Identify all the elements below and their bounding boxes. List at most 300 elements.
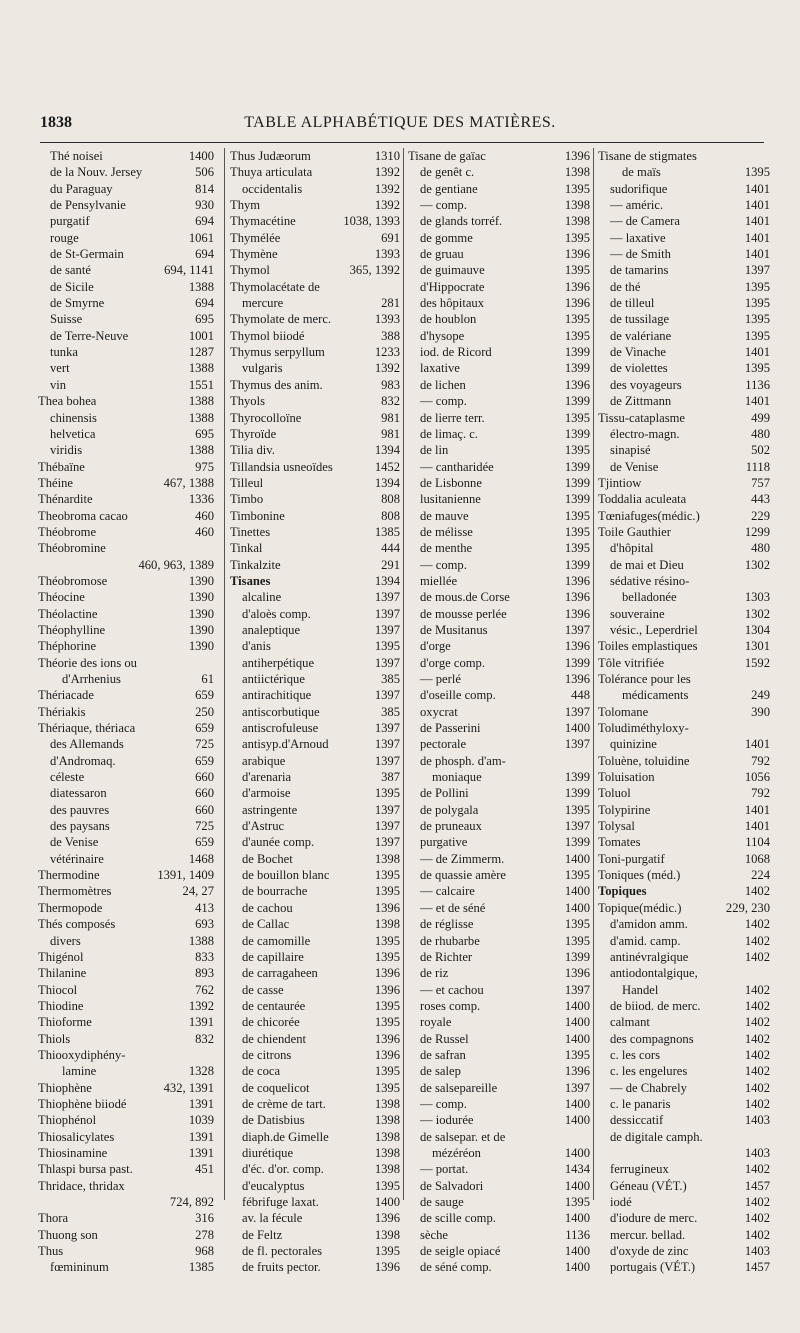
index-entry bbox=[408, 883, 590, 899]
index-entry bbox=[598, 328, 770, 344]
entry-pages: 1395 bbox=[374, 1178, 400, 1193]
index-entry bbox=[230, 148, 400, 164]
entry-pages: 1068 bbox=[744, 851, 770, 866]
entry-term: d'Astruc bbox=[242, 819, 285, 834]
index-entry bbox=[598, 900, 770, 916]
index-entry bbox=[598, 1227, 770, 1243]
entry-term: oxycrat bbox=[420, 704, 458, 719]
entry-term: de tussilage bbox=[610, 312, 670, 327]
entry-term: antiictérique bbox=[242, 672, 305, 686]
index-entry bbox=[230, 949, 400, 965]
index-entry bbox=[598, 230, 770, 246]
index-entry bbox=[408, 164, 590, 180]
index-entry bbox=[408, 1129, 590, 1145]
entry-term: — et cachou bbox=[420, 982, 484, 997]
entry-pages: 1302 bbox=[744, 606, 770, 621]
index-entry bbox=[408, 867, 590, 883]
index-entry bbox=[38, 834, 214, 850]
entry-pages: 1551 bbox=[188, 377, 214, 392]
entry-pages: 1397 bbox=[374, 606, 400, 621]
entry-term: Thigénol bbox=[38, 949, 84, 964]
entry-pages: 1287 bbox=[188, 345, 214, 360]
entry-term: Tilleul bbox=[230, 475, 264, 490]
entry-pages: 1400 bbox=[564, 1244, 590, 1259]
entry-pages: 694 bbox=[195, 296, 214, 311]
entry-term: de fruits pector. bbox=[242, 1260, 321, 1275]
header-rule bbox=[40, 142, 764, 143]
entry-pages: 1394 bbox=[374, 573, 400, 588]
index-entry bbox=[230, 213, 400, 229]
entry-pages: 659 bbox=[195, 753, 214, 768]
entry-pages: 1400 bbox=[564, 998, 590, 1013]
entry-term: diatessaron bbox=[50, 786, 107, 801]
entry-pages: 659 bbox=[195, 688, 214, 703]
entry-term: Toluène, toluidine bbox=[598, 753, 690, 768]
entry-term: Timbonine bbox=[230, 508, 285, 523]
entry-pages: 1401 bbox=[744, 198, 770, 213]
entry-term: de centaurée bbox=[242, 998, 306, 1013]
entry-pages: 893 bbox=[195, 966, 214, 981]
index-entry bbox=[230, 753, 400, 769]
entry-pages: 1397 bbox=[374, 622, 400, 637]
entry-term: de salep bbox=[420, 1064, 461, 1079]
entry-term: de la Nouv. Jersey bbox=[50, 165, 143, 180]
entry-pages: 1399 bbox=[564, 459, 590, 474]
entry-pages: 1398 bbox=[564, 214, 590, 229]
entry-term: des pauvres bbox=[50, 802, 110, 817]
entry-pages: 1395 bbox=[374, 1015, 400, 1030]
entry-pages: 1390 bbox=[188, 590, 214, 605]
entry-term: de Bochet bbox=[242, 851, 293, 866]
entry-pages: 1402 bbox=[744, 949, 770, 964]
entry-pages: 1399 bbox=[564, 394, 590, 409]
index-entry bbox=[408, 573, 590, 589]
entry-pages: 1397 bbox=[374, 737, 400, 752]
index-entry bbox=[598, 295, 770, 311]
index-entry bbox=[38, 655, 214, 671]
entry-pages: 1401 bbox=[744, 181, 770, 196]
entry-pages: 1395 bbox=[374, 998, 400, 1013]
entry-pages: 1457 bbox=[744, 1178, 770, 1193]
entry-pages: 61 bbox=[201, 672, 214, 686]
index-entry bbox=[408, 1063, 590, 1079]
entry-term: de Musitanus bbox=[420, 622, 488, 637]
entry-term: Thora bbox=[38, 1211, 69, 1226]
entry-pages: 1402 bbox=[744, 1031, 770, 1046]
index-entry bbox=[230, 982, 400, 998]
entry-pages: 1402 bbox=[744, 884, 770, 899]
index-entry bbox=[408, 540, 590, 556]
entry-pages: 1399 bbox=[564, 786, 590, 801]
entry-term: laxative bbox=[420, 361, 460, 376]
index-entry bbox=[230, 197, 400, 213]
index-entry bbox=[408, 1080, 590, 1096]
entry-pages: 724, 892 bbox=[169, 1195, 214, 1209]
entry-term: antiodontalgique, bbox=[610, 966, 698, 981]
entry-term: d'éc. d'or. comp. bbox=[242, 1162, 324, 1177]
index-entry bbox=[408, 1145, 590, 1161]
index-entry bbox=[230, 834, 400, 850]
index-entry bbox=[38, 459, 214, 475]
index-entry bbox=[38, 1210, 214, 1226]
index-entry bbox=[598, 1014, 770, 1030]
entry-pages: 1468 bbox=[188, 851, 214, 866]
entry-pages: 250 bbox=[195, 704, 214, 719]
index-entry bbox=[38, 1161, 214, 1177]
index-entry bbox=[38, 230, 214, 246]
entry-pages: 1395 bbox=[744, 296, 770, 311]
entry-term: vésic., Leperdriel bbox=[610, 622, 698, 637]
index-entry bbox=[408, 851, 590, 867]
entry-term: de mauve bbox=[420, 508, 469, 523]
entry-pages: 1398 bbox=[374, 1162, 400, 1177]
index-entry bbox=[230, 900, 400, 916]
entry-pages: 1401 bbox=[744, 802, 770, 817]
entry-pages: 1388 bbox=[188, 279, 214, 294]
index-entry bbox=[230, 344, 400, 360]
index-entry bbox=[38, 279, 214, 295]
entry-pages: 1396 bbox=[374, 900, 400, 915]
index-entry bbox=[230, 262, 400, 278]
index-entry bbox=[230, 557, 400, 573]
entry-pages: 1398 bbox=[374, 1145, 400, 1160]
entry-term: Tjintiow bbox=[598, 475, 642, 490]
entry-pages: 1398 bbox=[374, 917, 400, 932]
entry-pages: 792 bbox=[751, 786, 770, 801]
index-entry bbox=[408, 295, 590, 311]
entry-pages: 1403 bbox=[744, 1244, 770, 1259]
index-entry bbox=[408, 818, 590, 834]
entry-pages: 1397 bbox=[374, 753, 400, 768]
entry-term: fébrifuge laxat. bbox=[242, 1195, 319, 1209]
entry-pages: 1136 bbox=[565, 1227, 590, 1242]
index-entry bbox=[408, 508, 590, 524]
entry-pages: 1399 bbox=[564, 475, 590, 490]
entry-pages: 1038, 1393 bbox=[343, 214, 400, 229]
entry-term: antisyp.d'Arnoud bbox=[242, 737, 329, 752]
entry-pages: 1397 bbox=[374, 721, 400, 736]
index-entry bbox=[38, 998, 214, 1014]
entry-pages: 24, 27 bbox=[182, 884, 214, 899]
entry-pages: 1400 bbox=[564, 721, 590, 736]
entry-pages: 1385 bbox=[374, 524, 400, 539]
entry-term: — de Chabrely bbox=[610, 1080, 687, 1095]
entry-pages: 1136 bbox=[745, 377, 770, 392]
entry-pages: 1396 bbox=[564, 149, 590, 163]
index-entry bbox=[230, 1259, 400, 1275]
entry-pages: 1395 bbox=[564, 230, 590, 245]
entry-term: vert bbox=[50, 361, 70, 376]
index-entry bbox=[408, 393, 590, 409]
entry-term: de salsepar. et de bbox=[420, 1129, 506, 1144]
entry-term: Théobrome bbox=[38, 524, 97, 539]
entry-pages: 1395 bbox=[374, 1080, 400, 1095]
index-entry bbox=[230, 181, 400, 197]
index-entry bbox=[598, 589, 770, 605]
entry-term: de quassie amère bbox=[420, 868, 507, 883]
index-entry bbox=[230, 573, 400, 589]
entry-term: de Venise bbox=[610, 459, 659, 474]
index-entry bbox=[598, 655, 770, 671]
entry-pages: 832 bbox=[381, 394, 400, 409]
index-entry bbox=[598, 965, 770, 981]
entry-term: de limaç. c. bbox=[420, 426, 479, 441]
index-entry bbox=[408, 965, 590, 981]
entry-term: dessiccatif bbox=[610, 1113, 664, 1128]
index-entry bbox=[38, 1063, 214, 1079]
entry-pages: 1395 bbox=[744, 328, 770, 343]
entry-term: d'arenaria bbox=[242, 770, 292, 785]
index-entry bbox=[38, 916, 214, 932]
entry-pages: 1394 bbox=[374, 475, 400, 490]
index-entry bbox=[598, 818, 770, 834]
entry-term: d'armoise bbox=[242, 786, 291, 801]
entry-pages: 792 bbox=[751, 753, 770, 768]
index-entry bbox=[598, 1243, 770, 1259]
entry-term: — laxative bbox=[610, 230, 666, 245]
entry-term: de maïs bbox=[622, 165, 661, 180]
entry-pages: 1395 bbox=[564, 508, 590, 523]
index-entry bbox=[408, 1210, 590, 1226]
index-entry bbox=[38, 851, 214, 867]
entry-term: Thea bohea bbox=[38, 394, 97, 409]
index-entry bbox=[38, 638, 214, 654]
index-entry bbox=[408, 687, 590, 703]
index-entry bbox=[38, 687, 214, 703]
index-entry bbox=[38, 442, 214, 458]
entry-pages: 1391 bbox=[188, 1129, 214, 1144]
entry-pages: 659 bbox=[195, 721, 214, 736]
index-entry bbox=[230, 720, 400, 736]
entry-term: Thus Judæorum bbox=[230, 149, 311, 163]
entry-pages: 1403 bbox=[744, 1145, 770, 1160]
entry-term: antinévralgique bbox=[610, 949, 689, 964]
entry-pages: 1398 bbox=[374, 1129, 400, 1144]
entry-term: Thymélée bbox=[230, 230, 281, 245]
index-column-3 bbox=[408, 148, 590, 1275]
index-entry bbox=[230, 1112, 400, 1128]
index-entry bbox=[598, 197, 770, 213]
index-entry bbox=[598, 851, 770, 867]
entry-term: Tolypirine bbox=[598, 802, 651, 817]
index-entry bbox=[408, 328, 590, 344]
index-entry bbox=[230, 426, 400, 442]
index-entry bbox=[408, 982, 590, 998]
entry-term: de houblon bbox=[420, 312, 477, 327]
entry-term: vin bbox=[50, 377, 67, 392]
entry-pages: 1392 bbox=[188, 998, 214, 1013]
entry-pages: 1401 bbox=[744, 230, 770, 245]
index-entry bbox=[408, 916, 590, 932]
entry-pages: 1399 bbox=[564, 835, 590, 850]
entry-pages: 1401 bbox=[744, 247, 770, 262]
entry-term: lamine bbox=[62, 1064, 97, 1079]
entry-pages: 1399 bbox=[564, 770, 590, 785]
entry-term: lusitanienne bbox=[420, 492, 481, 507]
entry-pages: 1001 bbox=[188, 328, 214, 343]
entry-pages: 506 bbox=[195, 165, 214, 180]
entry-pages: 975 bbox=[195, 459, 214, 474]
entry-term: de phosph. d'am- bbox=[420, 753, 506, 768]
entry-term: Thiophène biiodé bbox=[38, 1096, 127, 1111]
entry-pages: 1401 bbox=[744, 819, 770, 834]
entry-pages: 1399 bbox=[564, 426, 590, 441]
entry-pages: 1402 bbox=[744, 1211, 770, 1226]
entry-term: antiscrofuleuse bbox=[242, 721, 319, 736]
entry-pages: 1399 bbox=[564, 492, 590, 507]
entry-pages: 1310 bbox=[374, 149, 400, 163]
entry-term: tunka bbox=[50, 345, 78, 360]
entry-term: de carragaheen bbox=[242, 966, 318, 981]
index-entry bbox=[408, 949, 590, 965]
entry-pages: 1397 bbox=[564, 622, 590, 637]
entry-pages: 1402 bbox=[744, 1015, 770, 1030]
entry-pages: 460 bbox=[195, 524, 214, 539]
entry-term: Toni-purgatif bbox=[598, 851, 665, 866]
entry-term: de santé bbox=[50, 263, 91, 278]
entry-term: Thériacade bbox=[38, 688, 94, 703]
entry-pages: 390 bbox=[751, 704, 770, 719]
index-entry bbox=[230, 1145, 400, 1161]
index-entry bbox=[230, 622, 400, 638]
entry-term: Thiodine bbox=[38, 998, 84, 1013]
index-entry bbox=[408, 834, 590, 850]
entry-term: viridis bbox=[50, 443, 83, 458]
index-entry bbox=[408, 524, 590, 540]
entry-pages: 1402 bbox=[744, 982, 770, 997]
entry-pages: 1403 bbox=[744, 1113, 770, 1128]
entry-term: diaph.de Gimelle bbox=[242, 1129, 329, 1144]
entry-pages: 1396 bbox=[374, 1047, 400, 1062]
index-entry bbox=[408, 753, 590, 769]
page-title: TABLE ALPHABÉTIQUE DES MATIÈRES. bbox=[244, 114, 556, 131]
entry-term: du Paraguay bbox=[50, 181, 113, 196]
entry-pages: 1392 bbox=[374, 181, 400, 196]
index-entry bbox=[408, 410, 590, 426]
entry-term: de capillaire bbox=[242, 949, 304, 964]
entry-pages: 316 bbox=[195, 1211, 214, 1226]
entry-pages: 499 bbox=[751, 410, 770, 425]
entry-pages: 1397 bbox=[564, 704, 590, 719]
index-entry bbox=[598, 148, 770, 164]
entry-pages: 833 bbox=[195, 949, 214, 964]
entry-term: d'Andromaq. bbox=[50, 753, 116, 768]
index-entry bbox=[598, 181, 770, 197]
index-entry bbox=[38, 344, 214, 360]
index-entry bbox=[408, 933, 590, 949]
entry-term: Tomates bbox=[598, 835, 641, 850]
index-entry bbox=[230, 998, 400, 1014]
entry-pages: 229, 230 bbox=[725, 900, 770, 915]
index-entry bbox=[230, 491, 400, 507]
entry-pages: 1401 bbox=[744, 737, 770, 752]
entry-term: d'orge comp. bbox=[420, 655, 485, 670]
index-entry bbox=[38, 867, 214, 883]
entry-pages: 1592 bbox=[744, 655, 770, 670]
index-entry bbox=[230, 671, 400, 687]
entry-pages: 1395 bbox=[564, 917, 590, 932]
index-entry bbox=[598, 736, 770, 752]
entry-term: Tinkal bbox=[230, 541, 263, 556]
index-entry bbox=[38, 164, 214, 180]
entry-pages: 1398 bbox=[374, 1096, 400, 1111]
index-entry bbox=[38, 883, 214, 899]
index-entry bbox=[38, 720, 214, 736]
entry-pages: 1397 bbox=[564, 982, 590, 997]
entry-term: de camomille bbox=[242, 933, 311, 948]
entry-term: Géneau (VÉT.) bbox=[610, 1178, 687, 1193]
index-entry bbox=[38, 1145, 214, 1161]
index-entry bbox=[598, 311, 770, 327]
index-entry bbox=[598, 720, 770, 736]
entry-pages: 281 bbox=[381, 296, 400, 311]
entry-term: de sauge bbox=[420, 1195, 464, 1209]
index-entry bbox=[38, 377, 214, 393]
entry-term: de Sicile bbox=[50, 279, 94, 294]
entry-term: Tisane de gaïac bbox=[408, 149, 486, 163]
entry-pages: 1397 bbox=[564, 737, 590, 752]
entry-term: miellée bbox=[420, 573, 458, 588]
entry-term: Thiooxydiphény- bbox=[38, 1047, 126, 1062]
entry-term: Topique(médic.) bbox=[598, 900, 682, 915]
entry-term: Théorie des ions ou bbox=[38, 655, 137, 670]
entry-term: — de Smith bbox=[610, 247, 671, 262]
entry-pages: 725 bbox=[195, 737, 214, 752]
entry-pages: 1396 bbox=[374, 966, 400, 981]
index-entry bbox=[230, 883, 400, 899]
entry-term: de gentiane bbox=[420, 181, 478, 196]
column-divider bbox=[593, 148, 594, 1200]
entry-term: Théobromine bbox=[38, 541, 106, 556]
index-entry bbox=[598, 524, 770, 540]
entry-term: de Pensylvanie bbox=[50, 198, 126, 213]
index-entry bbox=[598, 1194, 770, 1210]
index-entry bbox=[598, 344, 770, 360]
entry-term: de glands torréf. bbox=[420, 214, 503, 229]
index-entry bbox=[408, 769, 590, 785]
index-entry bbox=[230, 916, 400, 932]
entry-term: Thyols bbox=[230, 394, 265, 409]
index-entry bbox=[598, 802, 770, 818]
index-entry bbox=[230, 410, 400, 426]
index-entry bbox=[38, 393, 214, 409]
entry-term: médicaments bbox=[622, 688, 689, 703]
entry-term: de violettes bbox=[610, 361, 668, 376]
entry-term: Tolomane bbox=[598, 704, 649, 719]
index-entry bbox=[408, 148, 590, 164]
entry-term: Tinkalzite bbox=[230, 557, 281, 572]
entry-pages: 1395 bbox=[374, 639, 400, 654]
index-entry bbox=[598, 491, 770, 507]
entry-pages: 291 bbox=[381, 557, 400, 572]
index-entry bbox=[38, 671, 214, 687]
entry-term: vulgaris bbox=[242, 361, 283, 376]
entry-term: Thilanine bbox=[38, 966, 87, 981]
entry-term: Tinettes bbox=[230, 524, 271, 539]
index-entry bbox=[38, 491, 214, 507]
entry-term: d'eucalyptus bbox=[242, 1178, 305, 1193]
index-entry bbox=[38, 557, 214, 573]
entry-pages: 1396 bbox=[564, 377, 590, 392]
entry-pages: 432, 1391 bbox=[163, 1080, 214, 1095]
entry-term: Thymène bbox=[230, 247, 278, 262]
entry-term: mercur. bellad. bbox=[610, 1227, 686, 1242]
entry-pages: 1400 bbox=[188, 149, 214, 163]
entry-term: Théocine bbox=[38, 590, 85, 605]
entry-pages: 365, 1392 bbox=[349, 263, 400, 278]
entry-pages: 413 bbox=[195, 900, 214, 915]
index-entry bbox=[598, 834, 770, 850]
